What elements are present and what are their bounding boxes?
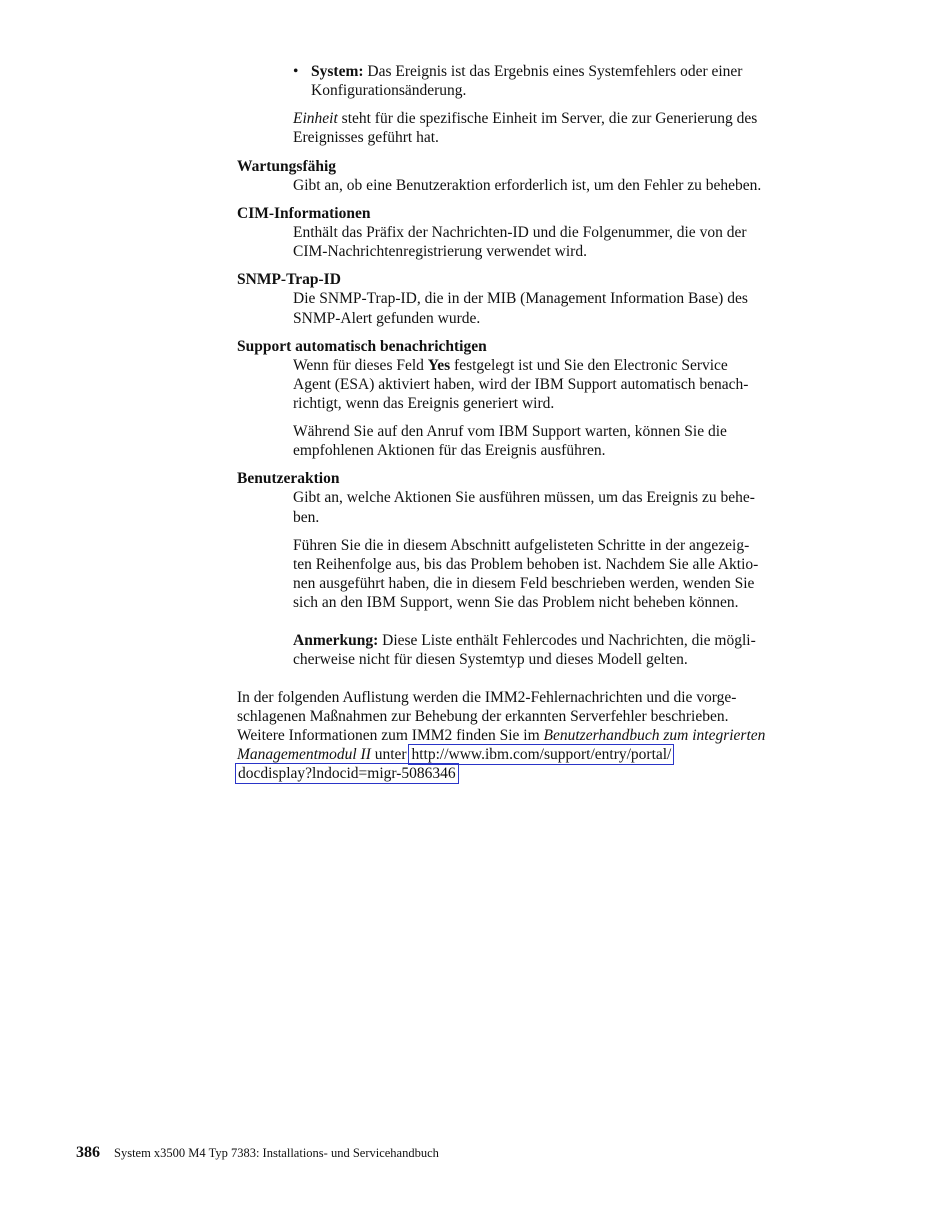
term-snmp-trap-id: SNMP-Trap-ID [237, 271, 341, 288]
snmp-line-2: SNMP-Alert gefunden wurde. [293, 310, 481, 327]
note-line-1 [293, 631, 756, 650]
page-footer [76, 1143, 439, 1163]
einheit-line-1 [293, 109, 757, 128]
intro-handbook-title-1: Benutzerhandbuch zum integrierten [543, 727, 766, 744]
term-cim-informationen: CIM-Informationen [237, 205, 371, 222]
cim-line-1: Enthält das Präfix der Nachrichten-ID und die Folgenummer, die von der [293, 224, 747, 241]
term-wartungsfaehig: Wartungsfähig [237, 158, 337, 175]
support-p1-text-a: Wenn für dieses Feld [293, 357, 428, 374]
support-p1-line-3: richtigt, wenn das Ereignis generiert wird. [293, 395, 555, 412]
benutzer-p1-line-1: Gibt an, welche Aktionen Sie ausführen müssen, um das Ereignis zu behe- [293, 489, 755, 506]
bullet-marker: • [293, 63, 299, 80]
intro-line-1: In der folgenden Auflistung werden die IMM2-Fehlernachrichten und die vorge- [237, 689, 737, 706]
intro-handbook-title-2: Managementmodul II [237, 746, 371, 763]
intro-line-2: schlagenen Maßnahmen zur Behebung der erkannten Serverfehler beschrieben. [237, 708, 729, 725]
wartung-line-1: Gibt an, ob eine Benutzeraktion erforderlich ist, um den Fehler zu beheben. [293, 177, 762, 194]
benutzer-p2-line-1: Führen Sie die in diesem Abschnitt aufgelisteten Schritte in der angezeig- [293, 537, 750, 554]
benutzer-p2-line-3: nen ausgeführt haben, die in diesem Feld beschrieben werden, wenden Sie [293, 575, 755, 592]
snmp-line-1: Die SNMP-Trap-ID, die in der MIB (Management Information Base) des [293, 290, 748, 307]
intro-line-5 [237, 764, 457, 783]
footer-title: System x3500 M4 Typ 7383: Installations- und Servicehandbuch [114, 1146, 439, 1160]
term-benutzeraktion: Benutzeraktion [237, 470, 340, 487]
bullet-text-1: Das Ereignis ist das Ergebnis eines Systemfehlers oder einer [363, 63, 743, 80]
note-text-1: Diese Liste enthält Fehlercodes und Nachrichten, die mögli- [378, 632, 756, 649]
term-support-benachrichtigen: Support automatisch benachrichtigen [237, 338, 487, 355]
support-p1-text-b: festgelegt ist und Sie den Electronic Service [450, 357, 728, 374]
bullet-line-1 [311, 62, 742, 81]
support-p1-line-1 [293, 356, 728, 375]
ibm-support-link-part-2[interactable]: docdisplay?lndocid=migr-5086346 [238, 765, 456, 782]
page-number: 386 [76, 1144, 100, 1161]
support-yes-bold: Yes [427, 357, 451, 374]
benutzer-p2-line-4: sich an den IBM Support, wenn Sie das Problem nicht beheben können. [293, 594, 739, 611]
note-label: Anmerkung: [293, 632, 379, 649]
ibm-support-link-part-1[interactable]: http://www.ibm.com/support/entry/portal/ [411, 746, 672, 763]
intro-line-3 [237, 726, 765, 745]
cim-line-2: CIM-Nachrichtenregistrierung verwendet wird. [293, 243, 587, 260]
benutzer-p2-line-2: ten Reihenfolge aus, bis das Problem behoben ist. Nachdem Sie alle Aktio- [293, 556, 759, 573]
intro-text-4a: unter [370, 746, 411, 763]
intro-line-4 [237, 745, 672, 764]
intro-text-3a: Weitere Informationen zum IMM2 finden Sie im [237, 727, 544, 744]
note-line-2: cherweise nicht für diesen Systemtyp und dieses Modell gelten. [293, 651, 688, 668]
einheit-text-1: steht für die spezifische Einheit im Server, die zur Generierung des [337, 110, 758, 127]
support-p1-line-2: Agent (ESA) aktiviert haben, wird der IBM Support automatisch benach- [293, 376, 749, 393]
einheit-italic: Einheit [293, 110, 338, 127]
einheit-line-2: Ereignisses geführt hat. [293, 129, 439, 146]
support-p2-line-1: Während Sie auf den Anruf vom IBM Support warten, können Sie die [293, 423, 727, 440]
support-p2-line-2: empfohlenen Aktionen für das Ereignis ausführen. [293, 442, 606, 459]
bullet-line-2: Konfigurationsänderung. [311, 82, 467, 99]
bullet-label: System: [311, 63, 364, 80]
benutzer-p1-line-2: ben. [293, 509, 320, 526]
